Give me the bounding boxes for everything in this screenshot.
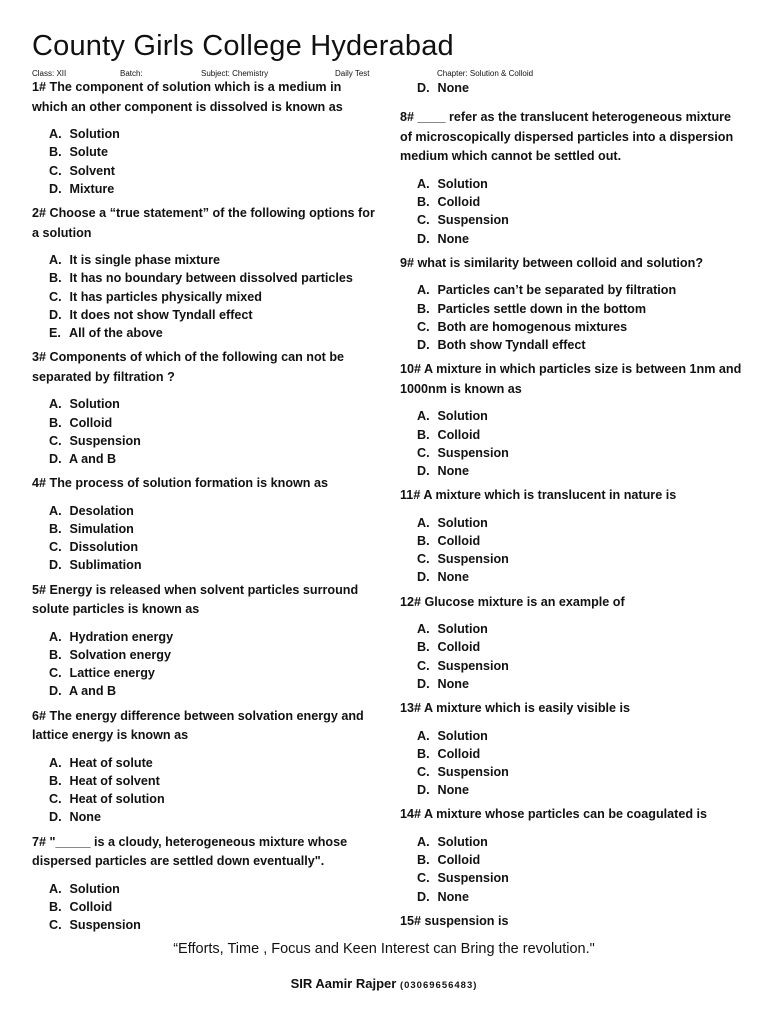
option-text: Heat of solution: [69, 792, 165, 807]
option-item: [49, 162, 377, 180]
chapter-label: Chapter: Solution & Colloid: [437, 69, 534, 78]
option-label: C.: [417, 213, 430, 228]
option-list: [400, 281, 745, 354]
option-text: Solvent: [69, 163, 115, 178]
option-item: [417, 514, 745, 532]
option-list: [32, 754, 377, 827]
option-item: [49, 916, 377, 934]
left-question-column: [32, 78, 377, 940]
option-text: None: [437, 570, 469, 585]
option-text: It has particles physically mixed: [69, 289, 262, 304]
option-label: C.: [417, 445, 430, 460]
option-item: [417, 444, 745, 462]
option-item: [49, 880, 377, 898]
option-label: A.: [417, 283, 430, 298]
option-text: Colloid: [437, 534, 481, 548]
option-item: [49, 682, 377, 700]
option-text: Heat of solvent: [69, 774, 160, 788]
option-item: [49, 414, 377, 432]
option-item: [49, 664, 377, 682]
option-item: [417, 407, 745, 425]
option-item: [49, 269, 377, 287]
option-label: B.: [49, 900, 62, 914]
option-text: Suspension: [437, 871, 509, 886]
option-label: A.: [49, 503, 62, 518]
option-item: [417, 462, 745, 480]
option-label: D.: [417, 676, 430, 691]
class-label: Class: XII: [32, 69, 67, 78]
option-item: [49, 538, 377, 556]
test-type-label: Daily Test: [335, 69, 370, 78]
option-text: Lattice energy: [69, 666, 155, 681]
option-text: Both show Tyndall effect: [437, 338, 586, 352]
question-block: [400, 593, 745, 693]
option-text: Simulation: [69, 522, 134, 536]
option-text: Suspension: [437, 445, 509, 460]
option-label: A.: [417, 409, 430, 424]
option-item: [417, 781, 745, 799]
option-label: A.: [49, 755, 62, 770]
option-label: A.: [417, 728, 430, 743]
option-item: [49, 772, 377, 790]
option-label: C.: [417, 552, 430, 567]
question-text: 7# "_____ is a cloudy, heterogeneous mixture whose dispersed particles are settled down eventually".: [32, 834, 348, 869]
question-text: 8# ____ refer as the translucent heterogeneous mixture of microscopically dispersed particles into a dispersion medium which cannot be settled out.: [400, 110, 734, 164]
option-text: Solution: [437, 515, 488, 530]
option-text: Solution: [437, 176, 488, 191]
option-text: Sublimation: [69, 558, 142, 573]
question-text: 11# A mixture which is translucent in nature is: [400, 488, 677, 503]
option-label: A.: [417, 515, 430, 530]
question-text: 4# The process of solution formation is known as: [32, 476, 329, 491]
option-item: [49, 143, 377, 161]
author-name: SIR Aamir Rajper: [290, 976, 397, 991]
option-label: C.: [417, 319, 430, 334]
option-item: [417, 336, 745, 354]
question-text: 9# what is similarity between colloid and solution?: [400, 255, 704, 270]
option-label: B.: [49, 415, 62, 430]
question-block: [400, 699, 745, 799]
option-item: [417, 657, 745, 675]
option-label: B.: [417, 853, 430, 868]
option-label: D.: [417, 889, 430, 904]
option-label: B.: [417, 427, 430, 442]
question-text: 6# The energy difference between solvation energy and lattice energy is known as: [32, 708, 364, 743]
option-text: Solution: [437, 728, 488, 743]
option-label: A.: [49, 397, 62, 412]
option-item: [49, 324, 377, 342]
option-label: D.: [49, 684, 62, 699]
option-label: D.: [49, 181, 62, 196]
continued-options: [400, 79, 745, 97]
question-block: [32, 581, 377, 701]
option-item: [417, 300, 745, 318]
option-text: Solution: [437, 835, 488, 850]
subject-label: Subject: Chemistry: [201, 69, 269, 78]
option-item: [417, 620, 745, 638]
option-label: C.: [49, 918, 62, 933]
option-label: C.: [49, 792, 62, 807]
question-block: [400, 254, 745, 354]
option-text: Suspension: [437, 213, 509, 228]
option-item: [417, 869, 745, 887]
option-text: Solution: [69, 397, 120, 412]
page-title: County Girls College Hyderabad: [32, 30, 454, 62]
option-text: Suspension: [437, 765, 509, 780]
option-label: C.: [417, 871, 430, 886]
option-text: Suspension: [69, 433, 141, 448]
option-item: [49, 646, 377, 664]
option-text: Heat of solute: [69, 755, 153, 770]
option-item: [417, 281, 745, 299]
option-label: C.: [49, 163, 62, 178]
option-text: It does not show Tyndall effect: [69, 307, 253, 322]
option-text: Suspension: [437, 552, 509, 567]
option-item: [49, 754, 377, 772]
question-block: [400, 486, 745, 586]
option-text: Solvation energy: [69, 648, 171, 662]
option-label: C.: [417, 765, 430, 780]
option-label: A.: [49, 253, 62, 268]
option-label: B.: [417, 195, 430, 210]
option-text: None: [437, 783, 469, 798]
option-list: [32, 502, 377, 575]
option-text: None: [437, 81, 469, 95]
option-item: [417, 426, 745, 444]
option-label: B.: [417, 746, 430, 761]
option-list: [400, 407, 745, 480]
option-label: B.: [417, 640, 430, 655]
option-item: [49, 251, 377, 269]
question-block: [400, 912, 745, 932]
option-item: [417, 833, 745, 851]
option-label: B.: [417, 534, 430, 548]
option-item: [49, 395, 377, 413]
option-text: None: [437, 676, 469, 691]
option-text: Dissolution: [69, 540, 139, 555]
option-text: Particles can’t be separated by filtration: [437, 283, 677, 298]
option-item: [417, 638, 745, 656]
question-text: 15# suspension is: [400, 913, 509, 928]
option-label: B.: [49, 522, 62, 536]
option-item: [49, 306, 377, 324]
option-label: A.: [417, 176, 430, 191]
option-list: [400, 175, 745, 248]
option-text: Colloid: [437, 640, 481, 655]
option-item: [49, 288, 377, 306]
option-text: None: [437, 464, 469, 478]
option-label: C.: [49, 433, 62, 448]
option-item: [49, 808, 377, 826]
batch-label: Batch:: [120, 69, 143, 78]
option-text: Both are homogenous mixtures: [437, 319, 628, 334]
option-label: A.: [417, 622, 430, 637]
option-text: Colloid: [437, 195, 481, 210]
question-text: 3# Components of which of the following can not be separated by filtration ?: [32, 350, 345, 384]
question-text: 10# A mixture in which particles size is between 1nm and 1000nm is known as: [400, 362, 742, 396]
option-item: [49, 432, 377, 450]
option-label: D.: [417, 464, 430, 478]
option-label: D.: [49, 558, 62, 573]
question-block: [32, 204, 377, 342]
question-block: [400, 805, 745, 905]
signature: [0, 976, 768, 991]
option-list: [32, 880, 377, 935]
option-list: [400, 620, 745, 693]
option-label: B.: [49, 774, 62, 788]
option-item: [49, 556, 377, 574]
right-question-column: [400, 78, 745, 937]
option-label: C.: [49, 666, 62, 681]
option-text: It is single phase mixture: [69, 253, 220, 268]
option-item: [417, 727, 745, 745]
option-text: Colloid: [69, 415, 113, 430]
question-text: 13# A mixture which is easily visible is: [400, 701, 631, 716]
option-text: Solution: [437, 622, 488, 637]
option-item: [417, 230, 745, 248]
option-item: [49, 450, 377, 468]
option-label: D.: [49, 810, 62, 825]
option-list: [32, 395, 377, 468]
option-item: [417, 763, 745, 781]
option-text: Colloid: [437, 427, 481, 442]
option-label: D.: [417, 338, 430, 352]
question-block: [400, 360, 745, 480]
option-label: B.: [49, 648, 62, 662]
option-label: B.: [417, 301, 430, 316]
question-text: 1# The component of solution which is a medium in which an other component is dissolved is known as: [32, 80, 343, 114]
option-label: D.: [417, 570, 430, 585]
option-label: A.: [417, 835, 430, 850]
option-text: Desolation: [69, 503, 134, 518]
option-item: [49, 520, 377, 538]
author-phone: (03069656483): [399, 980, 478, 991]
option-item: [417, 568, 745, 586]
option-text: Particles settle down in the bottom: [437, 301, 647, 316]
option-item: [417, 745, 745, 763]
option-list: [400, 833, 745, 906]
option-item: [417, 851, 745, 869]
question-block: [32, 348, 377, 468]
option-list: [32, 628, 377, 701]
option-text: Solute: [69, 145, 108, 160]
motivational-quote: “Efforts, Time , Focus and Keen Interest can Bring the revolution.": [173, 941, 595, 957]
option-item: [49, 502, 377, 520]
option-text: A and B: [69, 452, 117, 466]
option-label: C.: [49, 540, 62, 555]
option-label: D.: [49, 452, 62, 466]
option-label: A.: [49, 881, 62, 896]
option-item: [417, 888, 745, 906]
option-item: [49, 898, 377, 916]
option-text: Suspension: [69, 918, 141, 933]
option-item: [417, 318, 745, 336]
option-item: [49, 628, 377, 646]
option-label: A.: [49, 629, 62, 644]
option-item: [417, 675, 745, 693]
option-text: Solution: [69, 881, 120, 896]
option-item: [49, 790, 377, 808]
option-list: [400, 727, 745, 800]
option-text: It has no boundary between dissolved particles: [69, 271, 353, 286]
option-item: [417, 175, 745, 193]
question-block: [32, 707, 377, 827]
option-item: [49, 125, 377, 143]
question-block: [400, 108, 745, 248]
option-text: Solution: [69, 127, 120, 142]
option-label: D.: [49, 307, 62, 322]
option-item: [49, 180, 377, 198]
option-item: [417, 211, 745, 229]
option-label: E.: [49, 326, 61, 340]
option-text: Solution: [437, 409, 488, 424]
option-item: [417, 532, 745, 550]
option-label: B.: [49, 271, 62, 286]
option-text: Mixture: [69, 181, 115, 196]
option-item: [417, 79, 745, 97]
question-block: [32, 833, 377, 935]
option-list: [400, 514, 745, 587]
question-text: 12# Glucose mixture is an example of: [400, 594, 625, 609]
option-label: D.: [417, 81, 430, 95]
option-text: A and B: [69, 684, 117, 699]
option-text: None: [69, 810, 101, 825]
option-text: None: [437, 889, 469, 904]
option-text: Colloid: [69, 900, 113, 914]
question-block: [32, 474, 377, 574]
option-label: D.: [417, 783, 430, 798]
option-list: [32, 125, 377, 198]
option-item: [417, 550, 745, 568]
option-label: B.: [49, 145, 62, 160]
question-text: 5# Energy is released when solvent particles surround solute particles is known as: [32, 582, 359, 617]
question-block: [32, 78, 377, 198]
option-label: C.: [417, 658, 430, 673]
option-text: Colloid: [437, 746, 481, 761]
question-text: 14# A mixture whose particles can be coagulated is: [400, 807, 708, 822]
option-text: Colloid: [437, 853, 481, 868]
option-label: D.: [417, 231, 430, 246]
right-question-list: [400, 108, 745, 931]
option-text: Suspension: [437, 658, 509, 673]
option-text: None: [437, 231, 469, 246]
option-label: A.: [49, 127, 62, 142]
option-text: All of the above: [69, 326, 163, 340]
option-list: [32, 251, 377, 342]
question-text: 2# Choose a “true statement” of the following options for a solution: [32, 206, 375, 240]
option-item: [417, 193, 745, 211]
option-text: Hydration energy: [69, 629, 174, 644]
option-label: C.: [49, 289, 62, 304]
